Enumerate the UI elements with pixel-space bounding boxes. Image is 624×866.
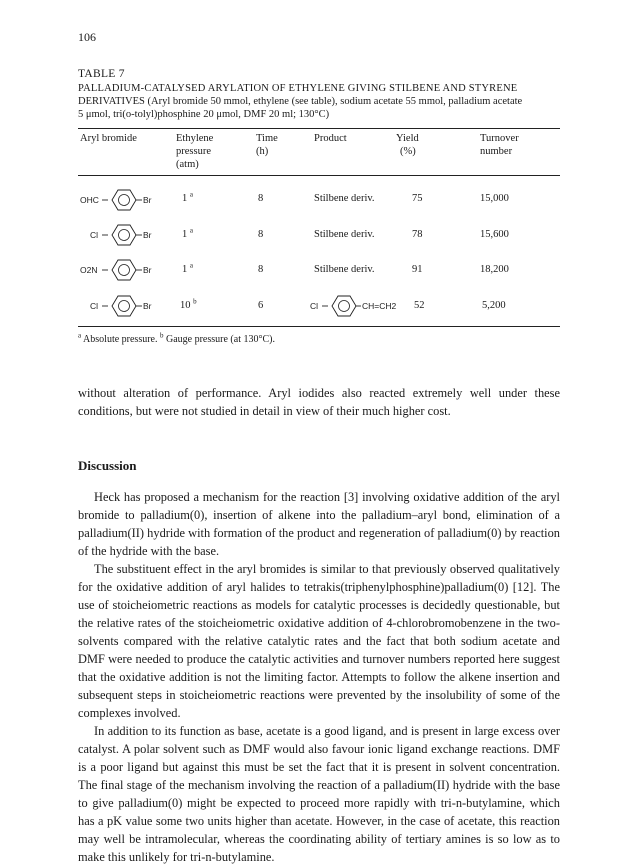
benzene-ring-icon	[112, 190, 136, 210]
table-footnote	[78, 331, 275, 345]
bromide-label: Br	[143, 265, 152, 275]
paragraph-mechanism: Heck has proposed a mechanism for the reaction [3] involving oxidative addition of the aryl bromide to palladium(0), insertion of alkene into the palladium–aryl bond, elimination of a palladium(II) hydride with formation of the product and regeneration of palladium(0) by reaction of the hydride with the base.	[78, 490, 560, 558]
cell-time: 6	[258, 300, 264, 311]
table-caption	[78, 82, 558, 121]
header-product: Product	[314, 133, 347, 144]
styrene-product-structure	[308, 292, 408, 320]
footnote-marker: a	[189, 261, 193, 270]
header-yield-line-1: Yield	[396, 133, 419, 144]
benzene-ring-icon	[332, 296, 356, 316]
bromide-label: Br	[143, 195, 152, 205]
benzene-ring-icon	[112, 260, 136, 280]
footnote-b-marker: b	[160, 331, 164, 340]
cell-yield: 52	[414, 300, 425, 311]
footnote-marker: a	[189, 190, 193, 199]
caption-line-3: 5 μmol, tri(o-tolyl)phosphine 20 μmol, DMF 20 ml; 130°C)	[78, 109, 330, 120]
body-paragraph: without alteration of performance. Aryl iodides also reacted extremely well under these conditions, but were not studied in detail in view of their much higher cost.	[78, 386, 560, 418]
cell-yield: 75	[412, 193, 423, 204]
cell-pressure: 10 $^b$	[180, 297, 197, 311]
header-pressure-line-1: Ethylene	[176, 133, 214, 144]
aromatic-circle-icon	[119, 195, 130, 206]
bromide-label: Br	[143, 230, 152, 240]
footnote-a-text: Absolute pressure.	[81, 334, 160, 345]
substituent-label: OHC	[80, 195, 99, 205]
discussion-text	[78, 488, 560, 866]
cell-time: 8	[258, 264, 264, 275]
header-time	[256, 132, 278, 158]
footnote-b-text: Gauge pressure (at 130°C).	[163, 334, 275, 345]
cell-turnover: 18,200	[480, 264, 509, 275]
header-ethylene-pressure	[176, 132, 213, 171]
section-heading-discussion: Discussion	[78, 458, 137, 473]
header-aryl-bromide: Aryl bromide	[80, 133, 137, 144]
aryl-bromide-structure	[80, 221, 170, 249]
substituent-label: Cl	[90, 230, 99, 240]
paragraph-substituent-effect: The substituent effect in the aryl bromides is similar to that previously observed qualitatively for the oxidative addition of aryl halides to tetrakis(triphenylphosphine)palladium(0) [12]. The use of stoicheiometric reactions as models for catalytic processes is decidedly questionable, but the relative rates of the stoicheiometric oxidative addition of 4-chlorobromobenzene in the two-solvents compared with the relative catalytic rates and the fact that both sodium acetate and DMF were needed to produce the catalytic activities and turnover numbers reported here suggest that the oxidative addition is not the limiting factor. Attempts to follow the alkene insertion and subsequent steps in stoicheiometric reactions were prevented by the insolubility of some of the complexes involved.	[78, 562, 560, 720]
cell-pressure: 1 $^a$	[182, 261, 193, 275]
caption-line-1: PALLADIUM-CATALYSED ARYLATION OF ETHYLENE GIVING STILBENE AND STYRENE	[78, 83, 518, 94]
header-turnover-line-2: number	[480, 146, 513, 157]
cell-product: Stilbene deriv.	[314, 264, 375, 275]
substituent-label: Cl	[90, 301, 99, 311]
header-time-line-2: (h)	[256, 146, 269, 157]
aryl-bromide-structure	[80, 186, 170, 214]
cell-time: 8	[258, 229, 264, 240]
table-header-rule	[78, 175, 560, 176]
cell-yield: 91	[412, 264, 423, 275]
header-turnover-line-1: Turnover	[480, 133, 519, 144]
cell-product: Stilbene deriv.	[314, 229, 375, 240]
table-bottom-rule	[78, 326, 560, 327]
benzene-ring-icon	[112, 225, 136, 245]
header-time-line-1: Time	[256, 133, 278, 144]
aromatic-circle-icon	[119, 265, 130, 276]
vinyl-group-label: CH=CH2	[362, 301, 397, 311]
table-top-rule	[78, 128, 560, 129]
aryl-bromide-structure	[80, 292, 170, 320]
aryl-bromide-structure	[80, 256, 170, 284]
table-label: TABLE 7	[78, 68, 125, 80]
substituent-label: O2N	[80, 265, 98, 275]
aromatic-circle-icon	[119, 301, 130, 312]
cell-turnover: 15,000	[480, 193, 509, 204]
aromatic-circle-icon	[339, 301, 350, 312]
footnote-marker: b	[193, 297, 197, 306]
benzene-ring-icon	[112, 296, 136, 316]
aromatic-circle-icon	[119, 230, 130, 241]
bromide-label: Br	[143, 301, 152, 311]
cell-yield: 78	[412, 229, 423, 240]
header-yield-line-2: (%)	[400, 146, 416, 157]
paragraph-acetate: In addition to its function as base, acetate is a good ligand, and is present in large excess over catalyst. A polar solvent such as DMF would also favour ionic ligand exchange reactions. DMF is a poor ligand but against this must be set the fact that it is present in solvent concentration. The final stage of the mechanism involving the reaction of a palladium(II) hydride with the base to give palladium(0) might be expected to proceed more rapidly with tri-n-butylamine, which has a pK value some two units higher than acetate. However, in the case of acetate, this reaction may well be intramolecular, whereas the coordinating ability of tertiary amines is so low as to make this unlikely for tri-n-butylamine.	[78, 724, 560, 864]
footnote-a-marker: a	[78, 331, 82, 340]
footnote-marker: a	[189, 226, 193, 235]
cell-pressure: 1 $^a$	[182, 226, 193, 240]
header-yield	[396, 132, 419, 158]
cell-pressure: 1 $^a$	[182, 190, 193, 204]
cell-product: Stilbene deriv.	[314, 193, 375, 204]
header-pressure-line-2: pressure	[176, 146, 211, 157]
caption-line-2: DERIVATIVES (Aryl bromide 50 mmol, ethylene (see table), sodium acetate 55 mmol, palladium acetate	[78, 96, 523, 107]
page-number: 106	[78, 30, 96, 44]
header-turnover	[480, 132, 519, 158]
header-pressure-line-3: (atm)	[176, 159, 199, 170]
cell-time: 8	[258, 193, 264, 204]
cell-turnover: 15,600	[480, 229, 509, 240]
product-substituent-label: Cl	[310, 301, 319, 311]
cell-turnover: 5,200	[482, 300, 506, 311]
